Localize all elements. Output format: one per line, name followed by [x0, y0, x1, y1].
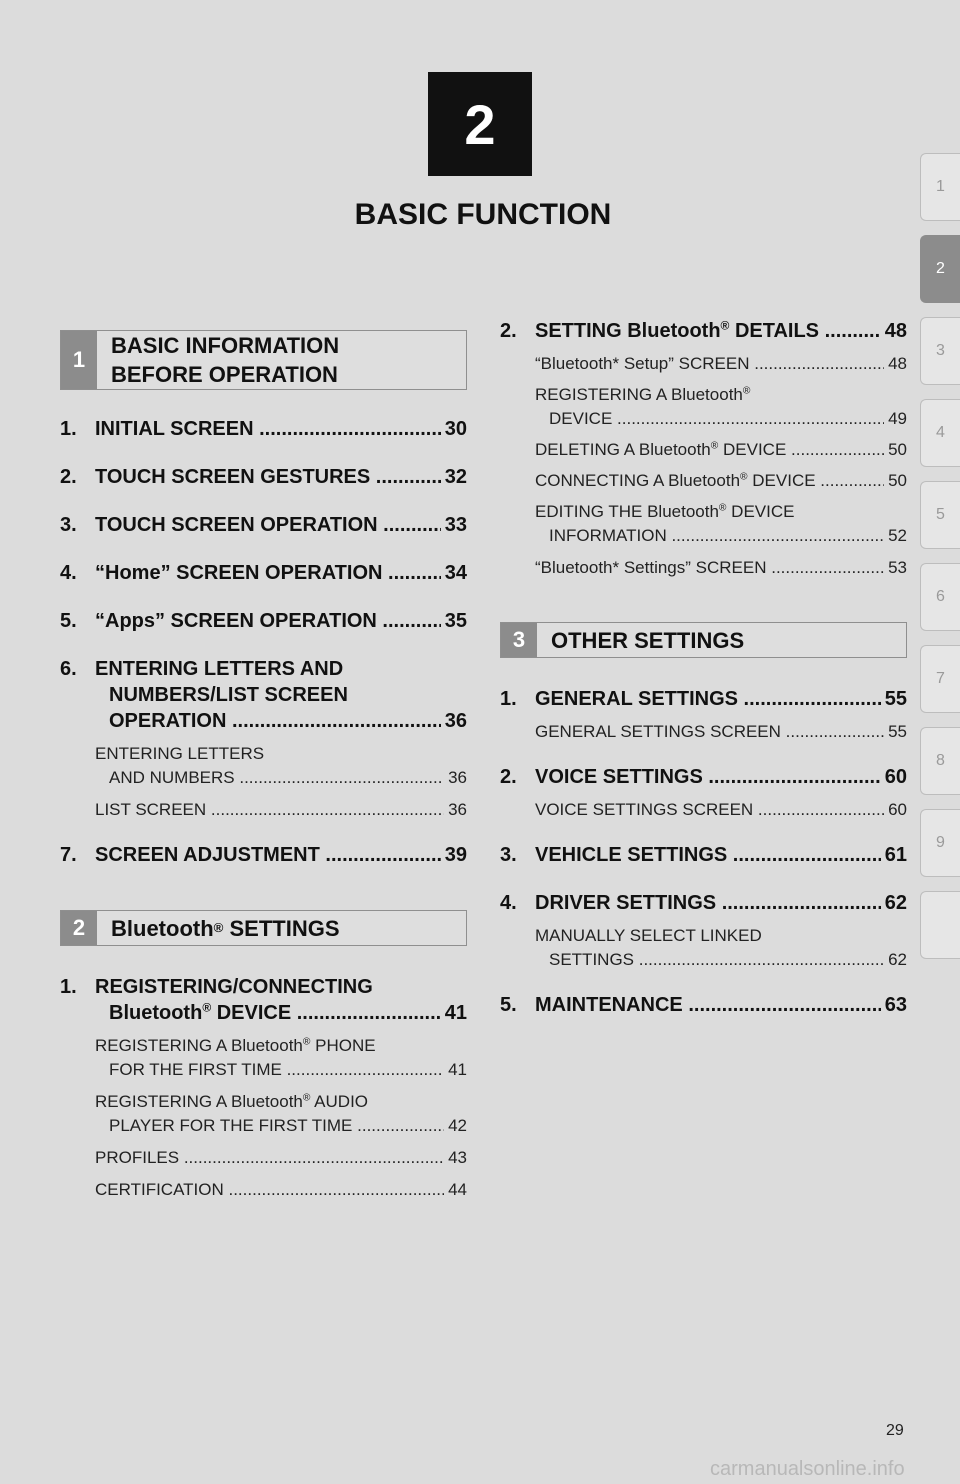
chapter-tab-4[interactable]: 4	[920, 399, 960, 467]
section-number: 3	[501, 623, 537, 657]
chapter-tab-8[interactable]: 8	[920, 727, 960, 795]
chapter-tab-2[interactable]: 2	[920, 235, 960, 303]
section-number: 1	[61, 331, 97, 389]
toc-entry[interactable]: 5. “Apps” SCREEN OPERATION ..... 35	[60, 608, 467, 634]
toc-entry[interactable]: 2. SETTING Bluetooth® DETAILS ..... 48	[500, 318, 907, 344]
section-title: OTHER SETTINGS	[551, 627, 745, 653]
toc-left-column	[60, 330, 467, 1202]
toc-subentry[interactable]: DELETING A Bluetooth® DEVICE ..... 50	[500, 438, 907, 462]
toc-subentry[interactable]: “Bluetooth* Setup” SCREEN ..... 48	[500, 352, 907, 376]
section-title: Bluetooth ® SETTINGS	[111, 915, 340, 941]
toc-entry-multiline[interactable]: 6. ENTERING LETTERS AND NUMBERS/LIST SCREEN OPERATION ..... 36	[60, 656, 467, 734]
toc-subentry[interactable]: MANUALLY SELECT LINKED SETTINGS ..... 62	[500, 924, 907, 972]
chapter-title: BASIC FUNCTION	[354, 198, 612, 231]
chapter-tab-1[interactable]: 1	[920, 153, 960, 221]
toc-subentry[interactable]: GENERAL SETTINGS SCREEN ..... 55	[500, 720, 907, 744]
toc-entry[interactable]: 1. GENERAL SETTINGS ..... 55	[500, 686, 907, 712]
toc-subentry[interactable]: CONNECTING A Bluetooth® DEVICE ..... 50	[500, 469, 907, 493]
toc-subentry[interactable]: REGISTERING A Bluetooth® PHONE FOR THE FIRST TIME ..... 41	[60, 1034, 467, 1082]
section-header-1	[60, 330, 467, 390]
chapter-tabs	[920, 153, 960, 973]
toc-subentry[interactable]: REGISTERING A Bluetooth® DEVICE ..... 49	[500, 383, 907, 431]
toc-subentry[interactable]: LIST SCREEN ..... 36	[60, 798, 467, 822]
page-number: 29	[886, 1422, 904, 1439]
chapter-tab-7[interactable]: 7	[920, 645, 960, 713]
section-title: BASIC INFORMATION BEFORE OPERATION	[111, 333, 340, 387]
toc-subentry[interactable]: REGISTERING A Bluetooth® AUDIO PLAYER FOR THE FIRST TIME ..... 42	[60, 1090, 467, 1138]
toc-entry[interactable]: 4. “Home” SCREEN OPERATION ..... 34	[60, 560, 467, 586]
toc-subentry[interactable]: PROFILES ..... 43	[60, 1146, 467, 1170]
toc-subentry[interactable]: ENTERING LETTERS AND NUMBERS ..... 36	[60, 742, 467, 790]
toc-entry[interactable]: 3. VEHICLE SETTINGS ..... 61	[500, 842, 907, 868]
toc-subentry[interactable]: “Bluetooth* Settings” SCREEN ..... 53	[500, 556, 907, 580]
toc-entry[interactable]: 2. TOUCH SCREEN GESTURES ..... 32	[60, 464, 467, 490]
toc-right-column	[500, 318, 907, 1018]
toc-entry[interactable]: 5. MAINTENANCE ..... 63	[500, 992, 907, 1018]
section-header-2	[60, 910, 467, 946]
toc-subentry[interactable]: CERTIFICATION ..... 44	[60, 1178, 467, 1202]
section-header-3	[500, 622, 907, 658]
toc-entry[interactable]: 3. TOUCH SCREEN OPERATION ..... 33	[60, 512, 467, 538]
watermark: carmanualsonline.info	[710, 1458, 905, 1480]
toc-entry-multiline[interactable]: 1. REGISTERING/CONNECTING Bluetooth® DEVICE ..... 41	[60, 974, 467, 1026]
toc-entry[interactable]: 4. DRIVER SETTINGS ..... 62	[500, 890, 907, 916]
toc-entry[interactable]: 7. SCREEN ADJUSTMENT ..... 39	[60, 842, 467, 868]
chapter-tab-blank[interactable]	[920, 891, 960, 959]
toc-entry[interactable]: 2. VOICE SETTINGS ..... 60	[500, 764, 907, 790]
chapter-tab-9[interactable]: 9	[920, 809, 960, 877]
chapter-tab-6[interactable]: 6	[920, 563, 960, 631]
toc-subentry[interactable]: EDITING THE Bluetooth® DEVICE INFORMATION ..... 52	[500, 500, 907, 548]
toc-entry[interactable]: 1. INITIAL SCREEN ..... 30	[60, 416, 467, 442]
chapter-tab-3[interactable]: 3	[920, 317, 960, 385]
section-number: 2	[61, 911, 97, 945]
chapter-tab-5[interactable]: 5	[920, 481, 960, 549]
chapter-number-box: 2	[428, 72, 532, 176]
toc-subentry[interactable]: VOICE SETTINGS SCREEN ..... 60	[500, 798, 907, 822]
